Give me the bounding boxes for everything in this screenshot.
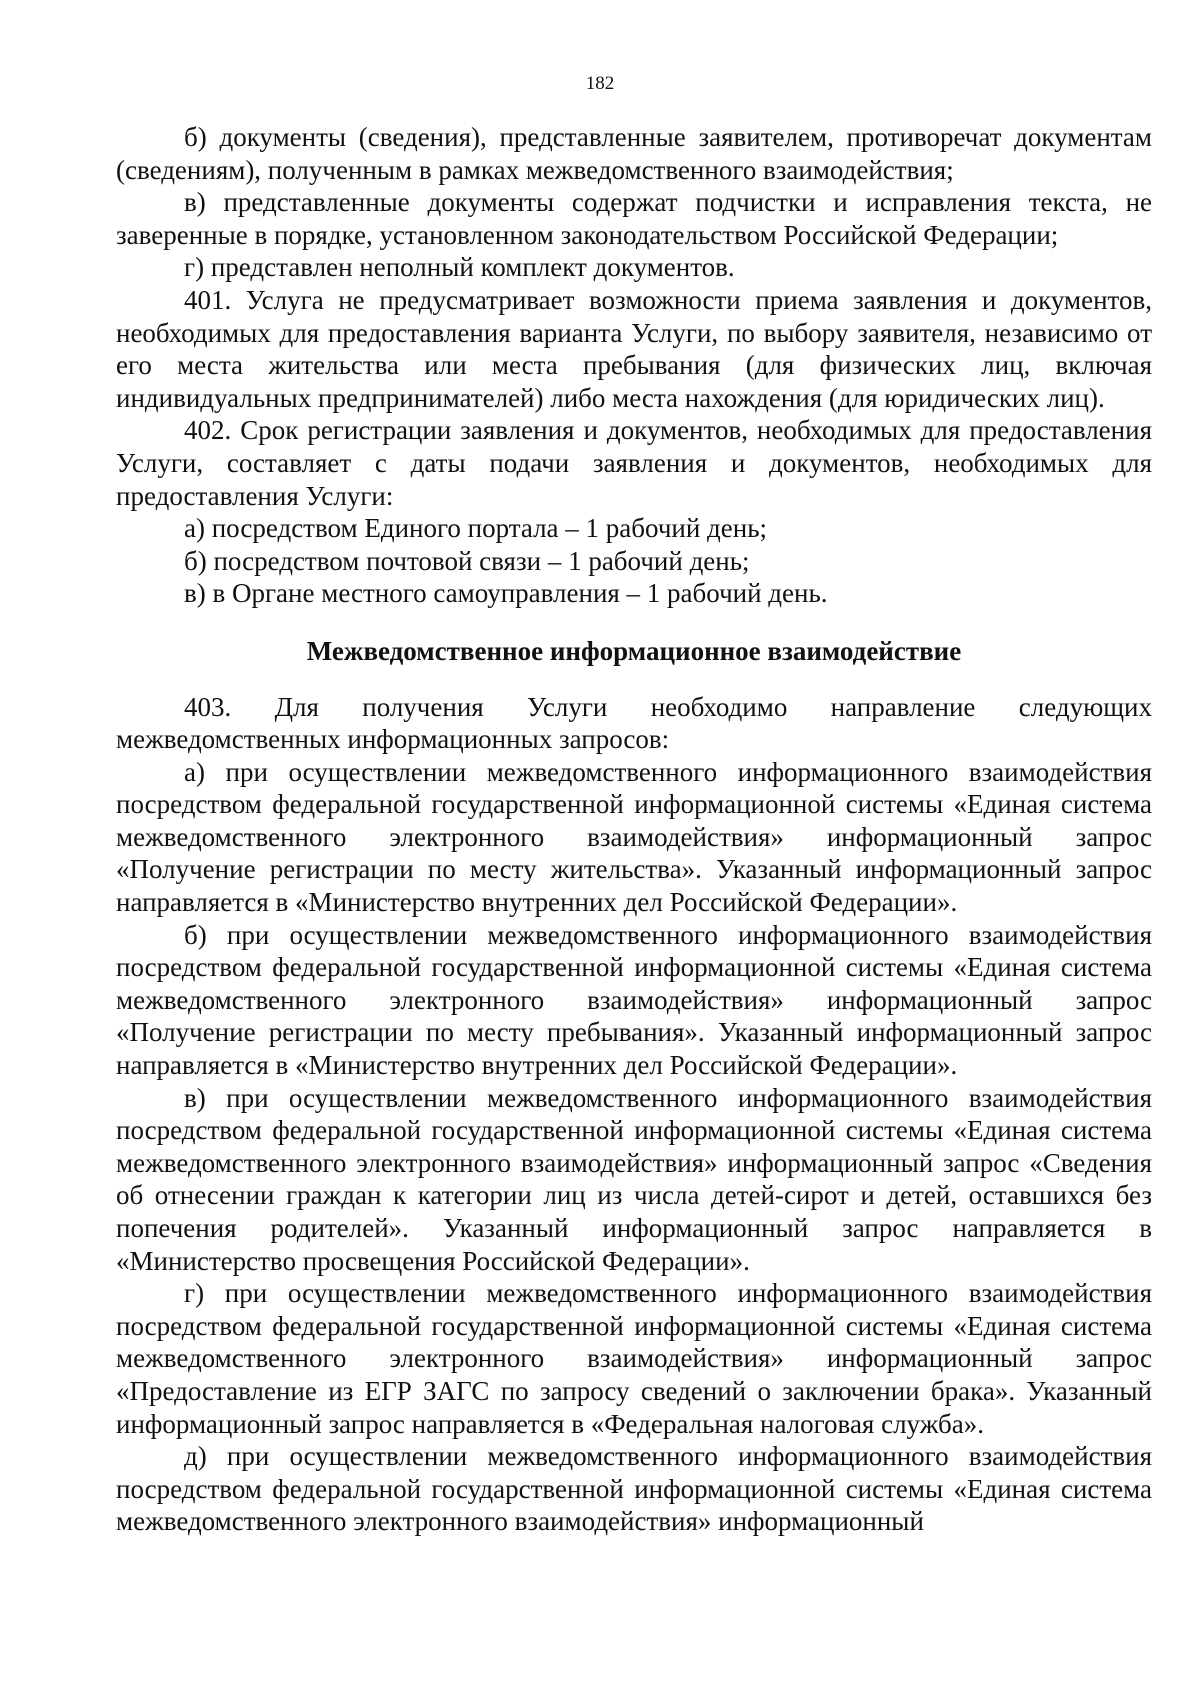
paragraph-b-documents-contradict: б) документы (сведения), представленные заявителем, противоречат документам (сведениям), полученным в рамках межведомственного взаимодействия;	[116, 122, 1152, 185]
paragraph-v-documents-corrections: в) представленные документы содержат подчистки и исправления текста, не заверенные в порядке, установленном законодательством Российской Федерации;	[116, 187, 1152, 250]
page-number: 182	[585, 73, 615, 94]
paragraph-403-d: д) при осуществлении межведомственного информационного взаимодействия посредством федеральной государственной информационной системы «Единая система межведомственного электронного взаимодействия» информационный	[116, 1441, 1152, 1537]
paragraph-402-a: а) посредством Единого портала – 1 рабочий день;	[184, 513, 768, 544]
paragraph-403-a: а) при осуществлении межведомственного информационного взаимодействия посредством федеральной государственной информационной системы «Единая система межведомственного электронного взаимодействия» информационный запрос «Получение регистрации по месту жительства». Указанный информационный запрос направляется в «Министерство внутренних дел Российской Федерации».	[116, 756, 1152, 918]
paragraph-403-g: г) при осуществлении межведомственного информационного взаимодействия посредством федеральной государственной информационной системы «Единая система межведомственного электронного взаимодействия» информационный запрос «Предоставление из ЕГР ЗАГС по запросу сведений о заключении брака». Указанный информационный запрос направляется в «Федеральная налоговая служба».	[116, 1278, 1152, 1439]
paragraph-403: 403. Для получения Услуги необходимо направление следующих межведомственных информационных запросов:	[116, 691, 1152, 755]
paragraph-g-incomplete-set: г) представлен неполный комплект документов.	[184, 252, 735, 283]
document-body	[116, 121, 1152, 1538]
paragraph-402-v: в) в Органе местного самоуправления – 1 рабочий день.	[184, 578, 828, 609]
paragraph-402: 402. Срок регистрации заявления и документов, необходимых для предоставления Услуги, составляет с даты подачи заявления и документов, необходимых для предоставления Услуги:	[116, 415, 1152, 511]
section-heading: Межведомственное информационное взаимодействие	[306, 635, 962, 666]
paragraph-403-v: в) при осуществлении межведомственного информационного взаимодействия посредством федеральной государственной информационной системы «Единая система межведомственного электронного взаимодействия» информационный запрос «Сведения об отнесении граждан к категории лиц из числа детей-сирот и детей, оставшихся без попечения родителей». Указанный информационный запрос направляется в «Министерство просвещения Российской Федерации».	[116, 1082, 1152, 1276]
paragraph-403-b: б) при осуществлении межведомственного информационного взаимодействия посредством федеральной государственной информационной системы «Единая система межведомственного электронного взаимодействия» информационный запрос «Получение регистрации по месту пребывания». Указанный информационный запрос направляется в «Министерство внутренних дел Российской Федерации».	[116, 919, 1152, 1081]
paragraph-402-b: б) посредством почтовой связи – 1 рабочий день;	[184, 545, 750, 576]
paragraph-401: 401. Услуга не предусматривает возможности приема заявления и документов, необходимых для предоставления варианта Услуги, по выбору заявителя, независимо от его места жительства или места пребывания (для физических лиц, включая индивидуальных предпринимателей) либо места нахождения (для юридических лиц).	[116, 284, 1152, 413]
